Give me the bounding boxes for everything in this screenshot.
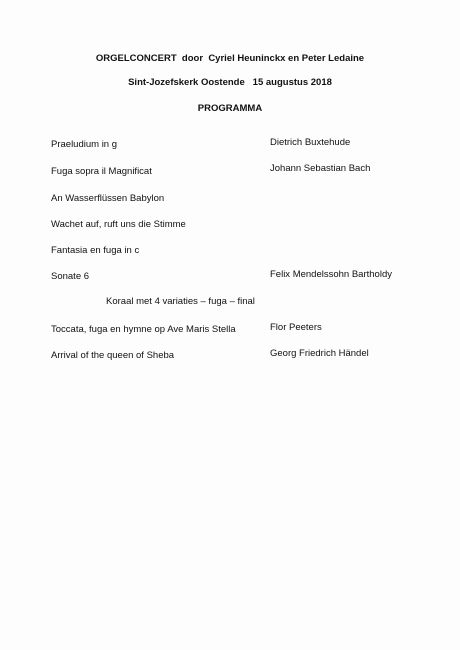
program-item-composer: Felix Mendelssohn Bartholdy (270, 269, 392, 280)
program-item-composer: Dietrich Buxtehude (270, 137, 351, 148)
program-item-composer: Georg Friedrich Händel (270, 348, 369, 359)
concert-title: ORGELCONCERT door Cyriel Heuninckx en Peter Ledaine (95, 53, 365, 64)
program-item-composer: Flor Peeters (270, 322, 322, 333)
program-heading: PROGRAMMA (197, 103, 263, 114)
sonate-movements: Koraal met 4 variaties – fuga – final (106, 296, 255, 307)
program-item-composer: Johann Sebastian Bach (270, 163, 371, 174)
program-item-title: Arrival of the queen of Sheba (51, 350, 175, 361)
program-item-title: Fantasia en fuga in c (51, 245, 140, 256)
venue-date: Sint-Jozefskerk Oostende 15 augustus 2018 (128, 77, 332, 88)
program-item-title: An Wasserflüssen Babylon (51, 193, 165, 204)
program-item-title: Wachet auf, ruft uns die Stimme (51, 219, 186, 230)
program-item-title: Toccata, fuga en hymne op Ave Maris Stella (51, 324, 236, 335)
program-item-title: Fuga sopra il Magnificat (51, 166, 152, 177)
program-item-title: Sonate 6 (51, 271, 90, 282)
program-item-title: Praeludium in g (51, 139, 118, 150)
